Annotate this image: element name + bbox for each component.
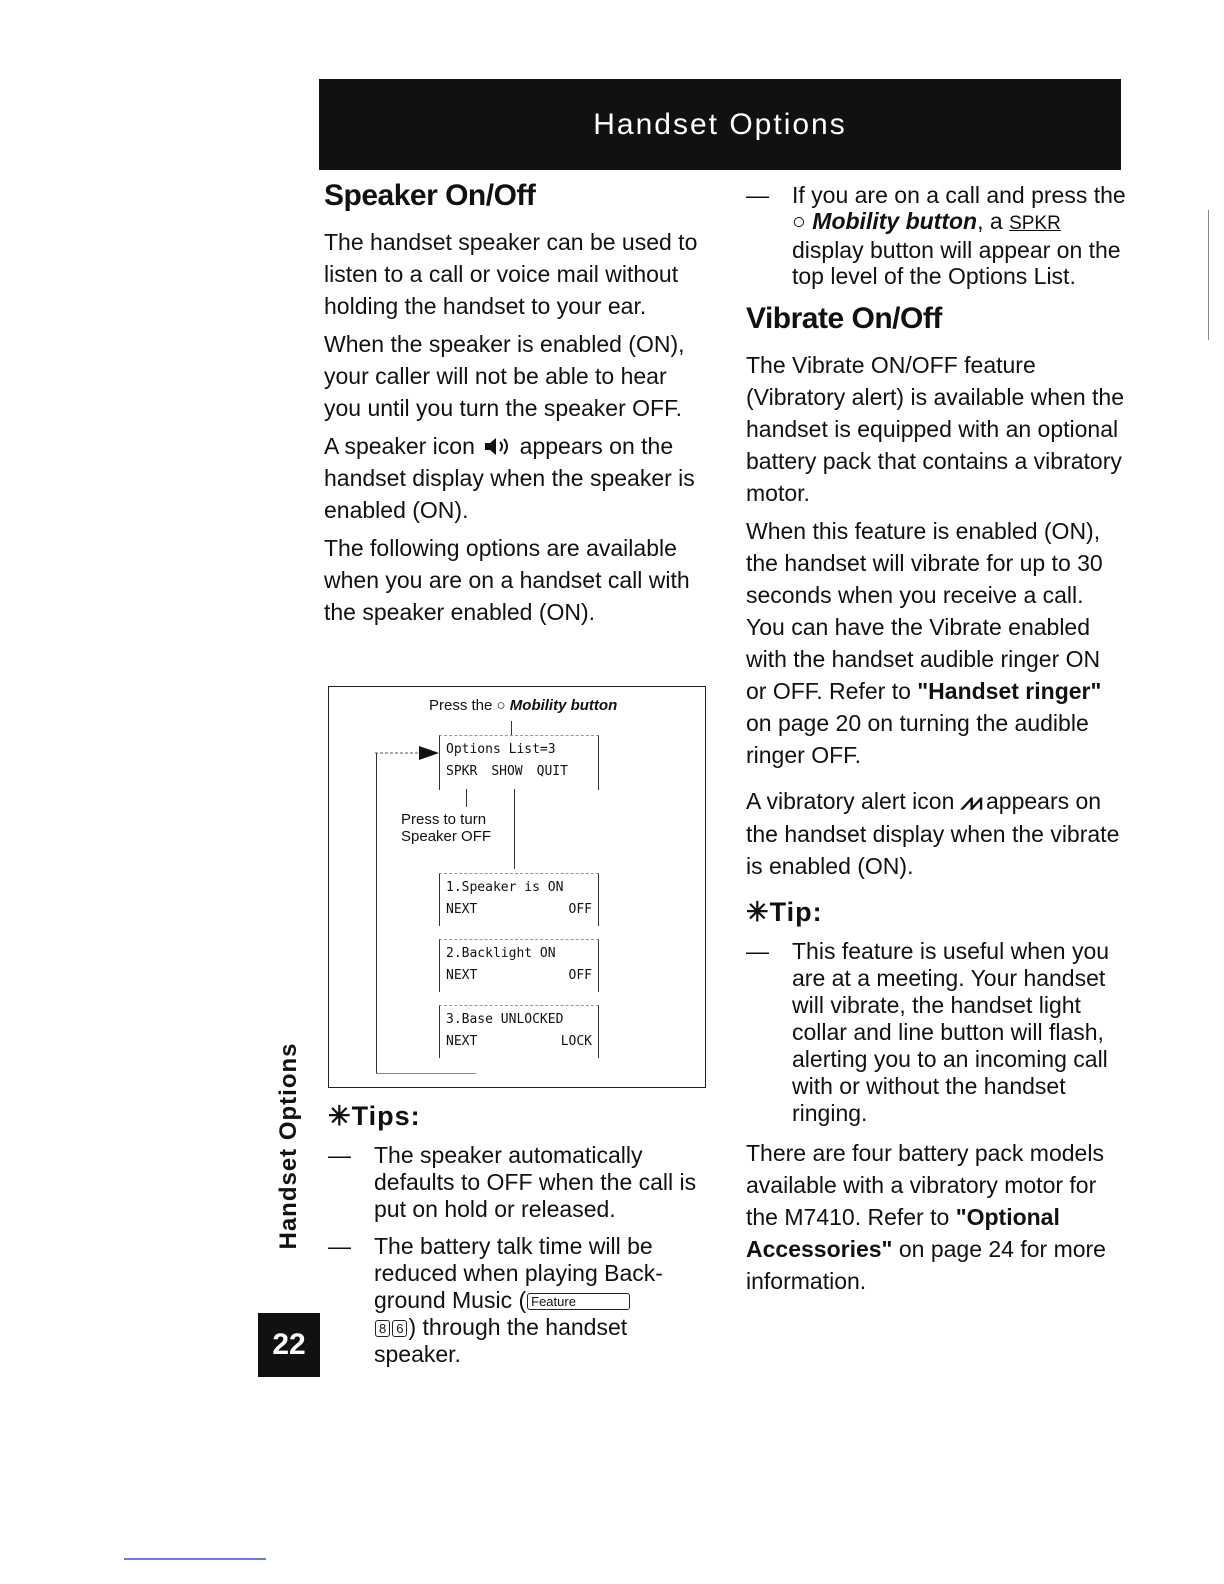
- mobility-note-b: , a: [977, 208, 1003, 234]
- speaker-para-3b: appears on the handset display when the speaker is enabled (ON).: [324, 433, 695, 523]
- tip-1: The speaker automatically defaults to OFF when the call is put on hold or released.: [374, 1142, 697, 1222]
- vibrate-para-3: [746, 785, 1126, 882]
- tips-heading: [328, 1100, 708, 1132]
- vibrate-para-1: The Vibrate ON/OFF feature (Vibratory alert) is available when the handset is equipped with an optional battery pack that contains a vibratory motor.: [746, 352, 1124, 506]
- bottom-rule: [124, 1558, 266, 1560]
- tip-right-1: This feature is useful when you are at a meeting. Your handset will vibrate, the handset light collar and line button will flash, alerting you to an incoming call with or without the handset ringing.: [792, 938, 1110, 1126]
- tip-2a: The battery talk time will be reduced when playing Back-ground Music (: [374, 1233, 663, 1313]
- screen2-line1: 1.Speaker is ON: [446, 880, 564, 895]
- speaker-para-3a: A speaker icon: [324, 433, 475, 459]
- vibrate-heading: Vibrate On/Off: [746, 302, 942, 335]
- tip-heading-text: Tip:: [769, 897, 823, 927]
- tip-item: — The speaker automatically defaults to OFF when the call is put on hold or released.: [328, 1142, 708, 1223]
- tip-2: [374, 1233, 708, 1368]
- right-column: [746, 182, 1126, 1303]
- feature-key: Feature: [527, 1293, 630, 1310]
- tip-2b: ) through the handset speaker.: [374, 1314, 628, 1367]
- scan-edge-line: [1208, 210, 1209, 340]
- mobility-circle-icon: ○: [496, 697, 506, 714]
- left-tips: [328, 1094, 708, 1378]
- optional-accessories-ref: "Optional Accessories": [746, 1204, 1060, 1262]
- key-8: 8: [375, 1320, 390, 1337]
- speaker-para-3: [324, 430, 704, 526]
- screen3-line1: 2.Backlight ON: [446, 946, 556, 961]
- mobility-note: — If you are on a call and press the ○ Mobility button, a SPKR display button will appear on the top level of the Options List.: [746, 182, 1126, 289]
- screen-base-unlocked: [439, 1005, 599, 1058]
- press-turn: Press to turn: [401, 811, 487, 828]
- spkr-display-label: SPKR: [1009, 213, 1061, 234]
- screen-speaker-on: [439, 873, 599, 926]
- asterisk-icon: ✳: [328, 1101, 352, 1131]
- vibrate-para-2: [746, 515, 1126, 771]
- vibrate-para-3a: A vibratory alert icon: [746, 788, 955, 814]
- speaker-icon: [481, 433, 519, 459]
- vibrate-para-4: [746, 1137, 1126, 1297]
- screen4-line1: 3.Base UNLOCKED: [446, 1012, 564, 1027]
- header-title: Handset Options: [593, 107, 847, 141]
- vibrate-para-2a: When this feature is enabled (ON), the handset will vibrate for up to 30 seconds when you receive a call. You can have the Vibrate enabled with the handset audible ringer ON or OFF. Refer to: [746, 518, 1103, 704]
- screen4-next: NEXT: [446, 1034, 478, 1049]
- press-prefix: Press the: [429, 697, 493, 714]
- tip-item: — This feature is useful when you are at a meeting. Your handset will vibrate, the handset light collar and line button will flash, alerting you to an incoming call with or without the handset ringing.: [746, 938, 1126, 1127]
- screen1-line1: Options List=3: [446, 742, 556, 757]
- tip-item: — The battery talk time will be reduced when playing Back-ground Music ( Feature 8 6 ) through the handset speaker.: [328, 1233, 708, 1368]
- speaker-para-1: The handset speaker can be used to listen to a call or voice mail without holding the handset to your ear.: [324, 229, 698, 319]
- screen1-quit: QUIT: [536, 764, 568, 779]
- page-header: [319, 79, 1121, 170]
- screen3-off: OFF: [568, 968, 592, 983]
- page-number: 22: [258, 1313, 320, 1377]
- left-column: [324, 180, 704, 634]
- mobility-note-c: display button will appear on the top level of the Options List.: [792, 237, 1121, 289]
- vibrate-icon: ⩘⩘: [960, 789, 980, 814]
- vibrate-para-4b: on page 24 for more information.: [746, 1236, 1106, 1294]
- speaker-para-2: When the speaker is enabled (ON), your caller will not be able to hear you until you turn the speaker OFF.: [324, 331, 685, 421]
- asterisk-icon: ✳: [746, 897, 770, 927]
- speaker-heading: Speaker On/Off: [324, 179, 536, 212]
- tips-heading-text: Tips:: [351, 1101, 421, 1131]
- press-turn-label: [401, 811, 491, 845]
- screen2-off: OFF: [568, 902, 592, 917]
- screen-backlight-on: [439, 939, 599, 992]
- screen1-spkr: SPKR: [446, 764, 478, 779]
- screen-options-list: [439, 735, 599, 790]
- mobility-circle-icon: ○: [792, 208, 806, 234]
- screen3-next: NEXT: [446, 968, 478, 983]
- handset-ringer-ref: "Handset ringer": [917, 678, 1102, 704]
- speaker-para-4: The following options are available when you are on a handset call with the speaker enabled (ON).: [324, 535, 690, 625]
- vibrate-para-3b: appears on the handset display when the vibrate is enabled (ON).: [746, 788, 1120, 879]
- options-flow-diagram: [328, 686, 706, 1088]
- press-button-name: Mobility button: [509, 697, 618, 714]
- key-6: 6: [392, 1320, 407, 1337]
- screen4-lock: LOCK: [560, 1034, 592, 1049]
- diagram-press-label: [429, 697, 617, 714]
- screen2-next: NEXT: [446, 902, 478, 917]
- tip-heading: [746, 896, 1126, 928]
- arrow-icon: [375, 745, 441, 761]
- side-tab: [264, 1036, 314, 1256]
- mobility-note-a: If you are on a call and press the: [792, 182, 1126, 208]
- vibrate-para-4a: There are four battery pack models available with a vibratory motor for the M7410. Refer to: [746, 1140, 1104, 1230]
- speaker-off: Speaker OFF: [401, 828, 492, 845]
- vibrate-para-2b: on page 20 on turning the audible ringer OFF.: [746, 710, 1089, 768]
- side-tab-title: Handset Options: [275, 1042, 302, 1250]
- screen1-show: SHOW: [491, 764, 523, 779]
- mobility-button-ref: Mobility button: [812, 208, 978, 234]
